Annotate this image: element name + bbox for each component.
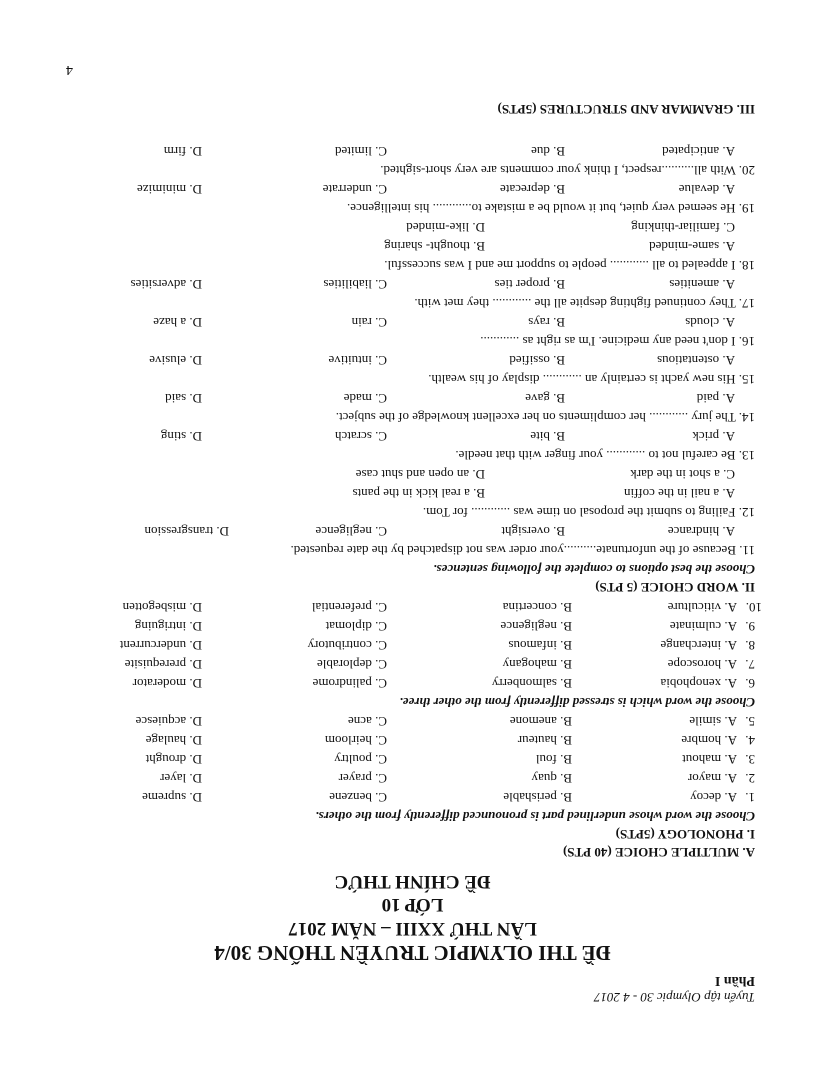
option-d: D. layer (160, 771, 202, 786)
option-d: D. misbegotten (122, 600, 202, 615)
option-a: A. anticipated (662, 144, 735, 159)
item-number: 9. (745, 619, 755, 634)
option-d: D. firm (163, 144, 202, 159)
item-number: 7. (745, 657, 755, 672)
instruction-stress: Choose the word which is stressed differently from the other three. (399, 695, 755, 710)
option-b: B. thought- sharing (384, 239, 485, 254)
option-b: B. hauteur (517, 733, 572, 748)
option-a: A. devalue (678, 182, 735, 197)
question-text: 20. With all..........respect, I think your comments are very short-sighted. (380, 163, 755, 178)
question-text: 17. They continued fighting despite all the ............ they met with. (414, 296, 755, 311)
option-b: B. perishable (503, 790, 572, 805)
option-c: C. acne (348, 714, 387, 729)
grammar-heading: III. GRAMMAR AND STRUCTURES (5PTS) (497, 102, 755, 117)
question-text: 18. I appealed to all ............ people to support me and I was successful. (384, 258, 755, 273)
question-text: 12. Failing to submit the proposal on time was ............ for Tom. (422, 505, 755, 520)
option-b: B. concertina (502, 600, 572, 615)
option-d: D. intriguing (134, 619, 202, 634)
option-b: B. oversight (501, 524, 565, 539)
option-a: A. interchange (660, 638, 737, 653)
option-c: C. contributory (307, 638, 387, 653)
option-a: A. mayor (687, 771, 737, 786)
option-a: A. viticulture (667, 600, 737, 615)
item-number: 2. (745, 771, 755, 786)
option-b: B. anemone (509, 714, 572, 729)
option-d: D. a haze (153, 315, 202, 330)
question-text: 11. Because of the unfortunate..........your order was not dispatched by the date requested. (290, 543, 755, 558)
option-a: A. clouds (685, 315, 735, 330)
option-a: A. horoscope (667, 657, 737, 672)
option-d: D. said (165, 391, 202, 406)
option-d: D. supreme (142, 790, 202, 805)
option-a: A. culminate (669, 619, 737, 634)
item-number: 10. (745, 600, 762, 615)
option-b: B. ossified (509, 353, 565, 368)
exam-subtitle: LẦN THỨ XXIII – NĂM 2017 (288, 918, 537, 939)
question-text: 14. The jury ............ her compliments on her excellent knowledge of the subject. (335, 410, 755, 425)
item-number: 6. (745, 676, 755, 691)
option-a: A. paid (696, 391, 735, 406)
option-a: A. mahout (682, 752, 737, 767)
instruction-word-choice: Choose the best options to complete the following sentences. (433, 562, 755, 577)
option-d: D. an open and shut case (355, 467, 485, 482)
option-c: C. liabilities (323, 277, 387, 292)
option-d: D. adversities (130, 277, 202, 292)
question-text: 13. Be careful not to ............ your finger with that needle. (455, 448, 755, 463)
instruction-pronunciation: Choose the word whose underlined part is pronounced differently from the others. (315, 809, 755, 824)
option-c: C. rain (351, 315, 387, 330)
option-a: A. hombre (681, 733, 737, 748)
question-text: 19. He seemed very quiet, but it would be a mistake to............ his intelligence. (347, 201, 755, 216)
option-c: C. diplomat (325, 619, 387, 634)
question-text: 15. His new yacht is certainly an ............ display of his wealth. (428, 372, 755, 387)
option-d: D. like-minded (406, 220, 485, 235)
option-a: A. ostentatious (657, 353, 735, 368)
page-number: 4 (66, 62, 73, 77)
option-c: C. poultry (334, 752, 387, 767)
option-c: C. limited (335, 144, 387, 159)
option-d: D. acquiesce (135, 714, 202, 729)
option-b: B. salmonberry (491, 676, 572, 691)
option-d: D. minimize (137, 182, 202, 197)
option-d: D. drought (145, 752, 202, 767)
option-a: A. xenophobia (660, 676, 737, 691)
option-d: D. elusive (149, 353, 202, 368)
grade-label: LỚP 10 (381, 894, 444, 915)
option-a: A. amenities (669, 277, 735, 292)
option-c: C. made (343, 391, 387, 406)
option-d: D. haulage (145, 733, 202, 748)
option-c: C. familiar-thinking (631, 220, 735, 235)
item-number: 1. (745, 790, 755, 805)
option-b: B. deprecate (500, 182, 565, 197)
option-c: C. a shot in the dark (630, 467, 735, 482)
option-b: B. a real kick in the pants (352, 486, 485, 501)
option-c: C. negligence (315, 524, 387, 539)
option-b: B. bite (530, 429, 565, 444)
option-a: A. same-minded (649, 239, 735, 254)
option-a: A. prick (692, 429, 735, 444)
option-b: B. rays (528, 315, 565, 330)
option-a: A. hindrance (667, 524, 735, 539)
running-title: Tuyển tập Olympic 30 - 4 2017 (593, 990, 755, 1005)
option-a: A. decoy (690, 790, 737, 805)
option-d: D. prerequisite (124, 657, 202, 672)
option-d: D. transgression (144, 524, 229, 539)
option-c: C. scratch (335, 429, 387, 444)
part-a-heading: A. MULTIPLE CHOICE (40 PTS) (562, 845, 755, 860)
item-number: 8. (745, 638, 755, 653)
option-c: C. deplorable (316, 657, 387, 672)
option-a: A. a nail in the coffin (624, 486, 735, 501)
option-c: C. prayer (338, 771, 387, 786)
option-d: D. sting (160, 429, 202, 444)
option-c: C. benzene (329, 790, 387, 805)
option-d: D. moderator (132, 676, 202, 691)
option-c: C. preferential (311, 600, 387, 615)
option-c: C. heirloom (324, 733, 387, 748)
option-b: B. gave (525, 391, 565, 406)
option-b: B. mahogany (502, 657, 572, 672)
option-c: C. underrate (322, 182, 387, 197)
option-c: C. palindrome (312, 676, 387, 691)
official-label: ĐỀ CHÍNH THỨC (334, 871, 491, 892)
exam-title: ĐỀ THI OLYMPIC TRUYỀN THỐNG 30/4 (214, 941, 611, 965)
option-c: C. intuitive (328, 353, 387, 368)
option-b: B. negligence (500, 619, 572, 634)
option-b: B. foul (535, 752, 572, 767)
option-b: B. infamous (508, 638, 572, 653)
option-a: A. simile (689, 714, 737, 729)
option-d: D. undercurrent (119, 638, 202, 653)
question-text: 16. I don't need any medicine. I'm as right as ............ (480, 334, 755, 349)
phonology-heading: I. PHONOLOGY (5PTS) (615, 827, 755, 842)
word-choice-heading: II. WORD CHOICE (5 PTS) (595, 580, 755, 595)
option-b: B. due (531, 144, 565, 159)
item-number: 5. (745, 714, 755, 729)
item-number: 4. (745, 733, 755, 748)
item-number: 3. (745, 752, 755, 767)
part-label: Phần I (714, 973, 755, 988)
option-b: B. proper ties (494, 277, 565, 292)
option-b: B. quay (531, 771, 572, 786)
